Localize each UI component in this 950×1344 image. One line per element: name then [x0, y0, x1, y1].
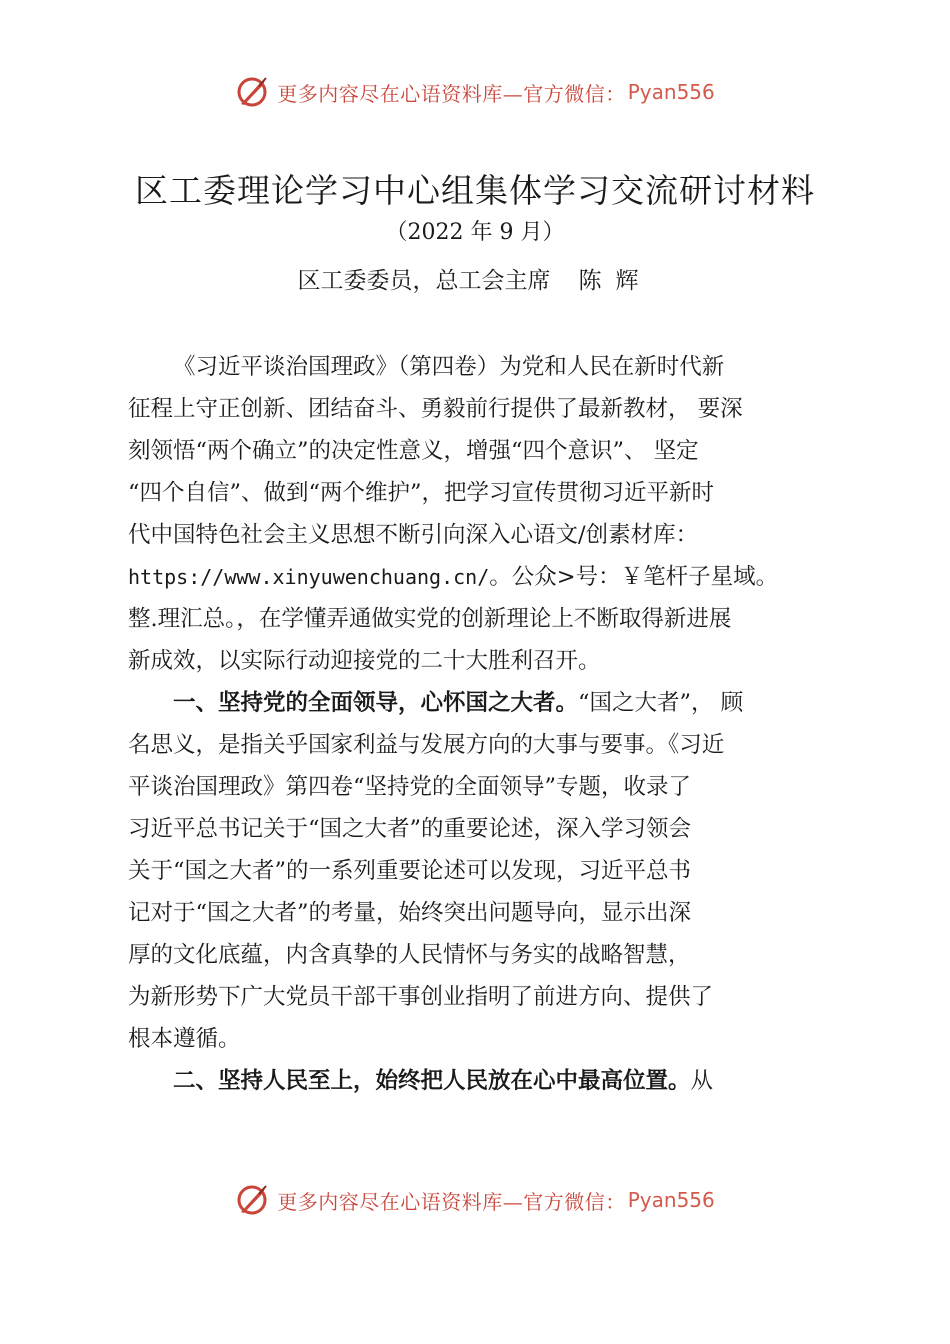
intro-line: 征程上守正创新、团结奋斗、勇毅前行提供了最新教材， 要深 — [128, 396, 743, 422]
section2-first-line — [128, 1060, 828, 1102]
section1-line: 关于“国之大者”的一系列重要论述可以发现，习近平总书 — [128, 858, 692, 884]
document-title: 区工委理论学习中心组集体学习交流研讨材料 — [135, 171, 815, 210]
intro-line: 刻领悟“两个确立”的决定性意义，增强“四个意识”、 坚定 — [128, 438, 699, 464]
author-line — [0, 262, 950, 295]
header-watermark-banner — [0, 72, 950, 112]
section1-line: 名思义，是指关乎国家利益与发展方向的大事与要事。《习近 — [128, 732, 725, 758]
intro-line: 《习近平谈治国理政》（第四卷）为党和人民在新时代新 — [173, 354, 725, 380]
intro-line: “四个自信”、做到“两个维护”，把学习宣传贯彻习近平新时 — [128, 480, 715, 506]
section1-first-line-rest: “国之大者”， 顾 — [578, 690, 744, 716]
section1-first-line — [128, 682, 828, 724]
quill-pen-logo-icon — [235, 74, 271, 110]
intro-line: 代中国特色社会主义思想不断引向深入心语文/创素材库： — [128, 522, 699, 548]
watermark-text: 更多内容尽在心语资料库—官方微信： — [277, 1189, 626, 1214]
section1-line: 为新形势下广大党员干部干事创业指明了前进方向、提供了 — [128, 984, 714, 1010]
quill-pen-logo-icon — [235, 1182, 271, 1218]
author-role: 区工委委员，总工会主席 — [297, 268, 551, 294]
section1-line: 厚的文化底蕴，内含真挚的人民情怀与务实的战略智慧， — [128, 942, 691, 968]
footer-watermark-banner — [0, 1180, 950, 1220]
wechat-id: Pyan556 — [627, 1188, 715, 1212]
intro-url-line — [128, 556, 828, 598]
section1-line: 平谈治国理政》第四卷“坚持党的全面领导”专题，收录了 — [128, 774, 692, 800]
section1-line: 记对于“国之大者”的考量，始终突出问题导向，显示出深 — [128, 900, 692, 926]
watermark-text: 更多内容尽在心语资料库—官方微信： — [277, 81, 626, 106]
wechat-id: Pyan556 — [627, 80, 715, 104]
source-url: https://www.xinyuwenchuang.cn/ — [128, 565, 490, 589]
section1-line: 根本遵循。 — [128, 1026, 241, 1052]
intro-line: 整.理汇总。，在学懂弄通做实党的创新理论上不断取得新进展 — [128, 606, 732, 632]
document-date: （2022 年 9 月） — [385, 220, 565, 245]
section2-first-line-rest: 从 — [690, 1068, 714, 1094]
url-suffix: 。公众>号：￥笔杆子星域。 — [489, 564, 779, 590]
section1-line: 习近平总书记关于“国之大者”的重要论述，深入学习领会 — [128, 816, 692, 842]
section2-heading: 二、坚持人民至上，始终把人民放在心中最高位置。 — [173, 1068, 691, 1094]
document-body — [128, 346, 828, 1102]
section1-heading: 一、坚持党的全面领导，心怀国之大者。 — [173, 690, 579, 716]
author-name: 陈辉 — [578, 268, 653, 294]
intro-line: 新成效，以实际行动迎接党的二十大胜利召开。 — [128, 648, 601, 674]
